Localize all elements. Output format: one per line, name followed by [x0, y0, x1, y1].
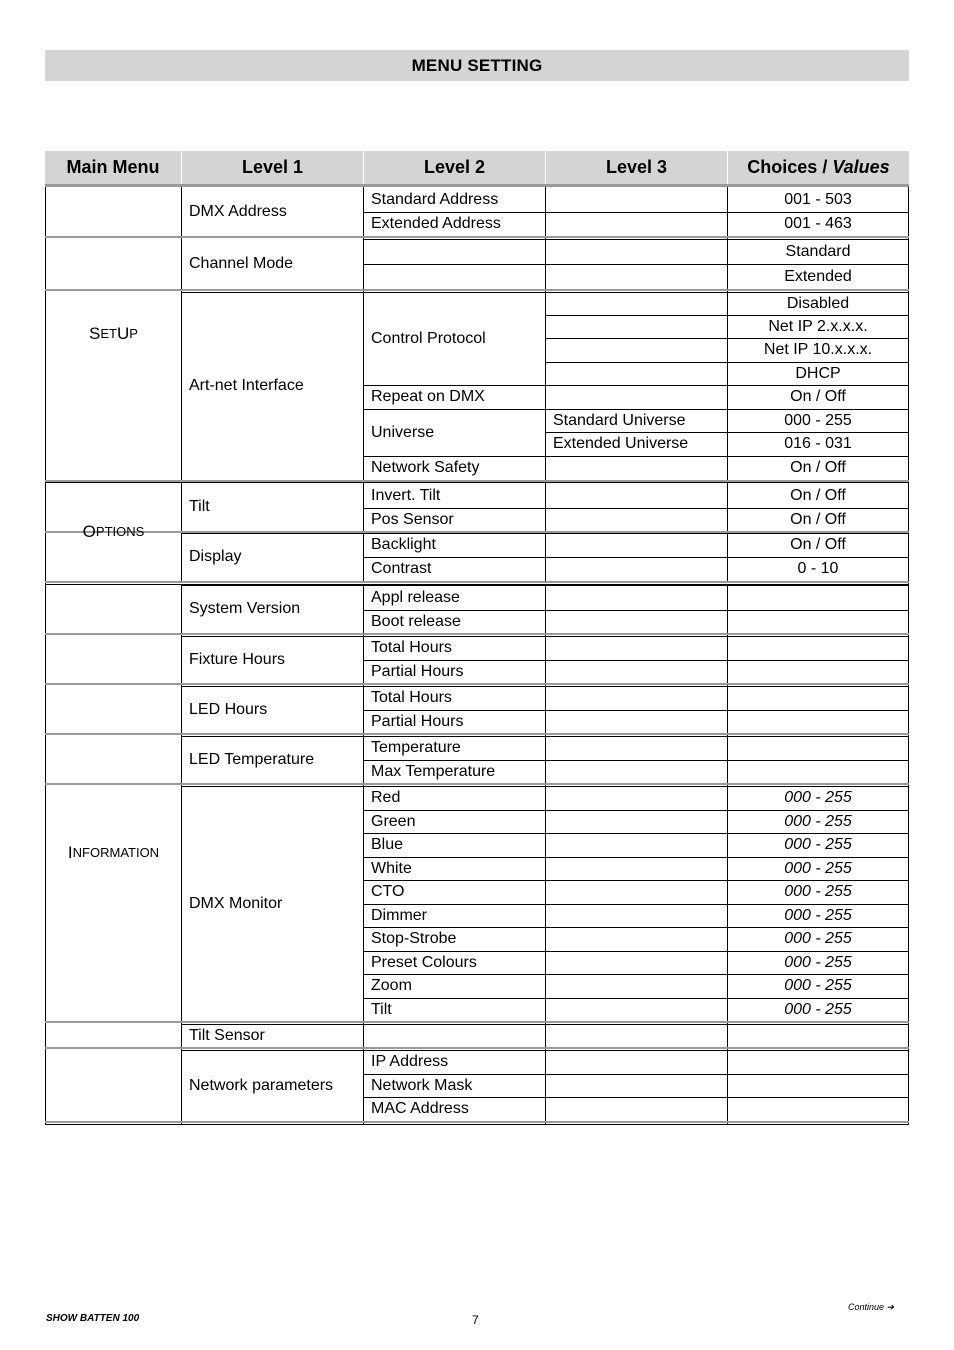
- choice-value: 000 - 255: [784, 859, 852, 877]
- level3-extended-universe: Extended Universe: [553, 435, 689, 452]
- column-divider: [908, 187, 909, 1124]
- level2-item: Max Temperature: [371, 762, 496, 780]
- level2-mac-address: MAC Address: [371, 1100, 469, 1117]
- level1-tilt: Tilt: [189, 497, 210, 515]
- header-level3: Level 3: [546, 151, 727, 184]
- monitor-channel: Preset Colours: [371, 953, 477, 971]
- header-level2: Level 2: [364, 151, 545, 184]
- level2-item: Partial Hours: [371, 662, 464, 680]
- section-options: O PTIONS: [82, 521, 145, 541]
- level2-standard-address: Standard Address: [371, 191, 499, 208]
- monitor-channel: Tilt: [371, 1000, 392, 1018]
- choice-value: 000 - 255: [784, 977, 852, 994]
- level1-led-temperature: LED Temperature: [189, 750, 315, 768]
- choice-value: 000 - 255: [784, 411, 852, 429]
- section-divider: [45, 1121, 909, 1123]
- level2-control-protocol: Control Protocol: [371, 329, 486, 347]
- monitor-channel: Zoom: [371, 977, 412, 994]
- choice-value: Net IP 2.x.x.x.: [768, 317, 868, 335]
- choice-value: Extended: [784, 267, 852, 285]
- choice-value: On / Off: [790, 459, 846, 476]
- choice-value: 0 - 10: [797, 560, 839, 577]
- level1-tilt-sensor: Tilt Sensor: [189, 1026, 265, 1044]
- choice-value: 001 - 503: [784, 191, 852, 208]
- level2-universe: Universe: [371, 423, 435, 441]
- choice-value: Net IP 10.x.x.x.: [763, 341, 873, 358]
- level2-network-mask: Network Mask: [371, 1076, 473, 1094]
- section-setup: S ET U P: [89, 323, 138, 343]
- choice-value: 000 - 255: [784, 1000, 852, 1018]
- level2-repeat-on-dmx: Repeat on DMX: [371, 388, 485, 405]
- footer-continue: Continue ➔: [848, 1302, 895, 1312]
- footer-product: SHOW BATTEN 100: [46, 1313, 140, 1324]
- level2-contrast: Contrast: [371, 560, 432, 577]
- monitor-channel: Dimmer: [371, 906, 427, 924]
- level2-invert-tilt: Invert. Tilt: [371, 486, 441, 504]
- choice-value: Disabled: [786, 294, 850, 312]
- choice-value: 000 - 255: [784, 836, 852, 853]
- choice-value: 000 - 255: [784, 930, 852, 947]
- monitor-channel: Blue: [371, 836, 404, 853]
- monitor-channel: CTO: [371, 883, 405, 900]
- row-divider: [45, 1124, 909, 1125]
- choice-value: Standard: [785, 242, 851, 260]
- monitor-channel: Stop-Strobe: [371, 930, 457, 947]
- level1-fixture-hours: Fixture Hours: [189, 650, 286, 668]
- level2-backlight: Backlight: [371, 536, 436, 553]
- level1-network-parameters: Network parameters: [189, 1076, 334, 1094]
- header-choices: Choices / Values: [728, 151, 909, 184]
- level2-item: Boot release: [371, 612, 461, 630]
- monitor-channel: Green: [371, 812, 416, 830]
- level1-system-version: System Version: [189, 600, 301, 617]
- level1-led-hours: LED Hours: [189, 700, 268, 718]
- choice-value: On / Off: [790, 486, 846, 504]
- choice-value: On / Off: [790, 388, 846, 405]
- monitor-channel: Red: [371, 789, 401, 806]
- level1-channel-mode: Channel Mode: [189, 255, 294, 272]
- choice-value: On / Off: [790, 510, 846, 528]
- section-information: I NFORMATION: [67, 842, 160, 862]
- page-title: MENU SETTING: [45, 50, 909, 81]
- level1-dmx-monitor: DMX Monitor: [189, 894, 283, 912]
- level2-network-safety: Network Safety: [371, 459, 480, 476]
- level2-item: Temperature: [371, 739, 461, 756]
- header-level1: Level 1: [182, 151, 363, 184]
- level2-pos-sensor: Pos Sensor: [371, 510, 454, 528]
- footer-page-number: 7: [472, 1313, 479, 1327]
- level3-standard-universe: Standard Universe: [553, 411, 686, 429]
- choice-value: DHCP: [795, 364, 841, 382]
- level1-display: Display: [189, 548, 242, 565]
- level2-extended-address: Extended Address: [371, 215, 501, 232]
- choice-value: 000 - 255: [784, 906, 852, 924]
- choice-value: 000 - 255: [784, 812, 852, 830]
- level1-dmx-address: DMX Address: [189, 202, 287, 220]
- choice-value: 000 - 255: [784, 953, 852, 971]
- header-main-menu: Main Menu: [45, 151, 181, 184]
- level2-item: Appl release: [371, 588, 460, 606]
- choice-value: 000 - 255: [784, 789, 852, 806]
- choice-value: 001 - 463: [784, 215, 852, 232]
- column-divider: [545, 584, 546, 1124]
- section-divider: [45, 581, 909, 583]
- level2-item: Partial Hours: [371, 712, 464, 730]
- level1-artnet-interface: Art-net Interface: [189, 377, 304, 394]
- level2-item: Total Hours: [371, 689, 452, 706]
- choice-value: On / Off: [790, 536, 846, 553]
- monitor-channel: White: [371, 859, 412, 877]
- choice-value: 016 - 031: [784, 435, 852, 452]
- level2-item: Total Hours: [371, 639, 452, 656]
- choice-value: 000 - 255: [784, 883, 852, 900]
- level2-ip-address: IP Address: [371, 1053, 449, 1070]
